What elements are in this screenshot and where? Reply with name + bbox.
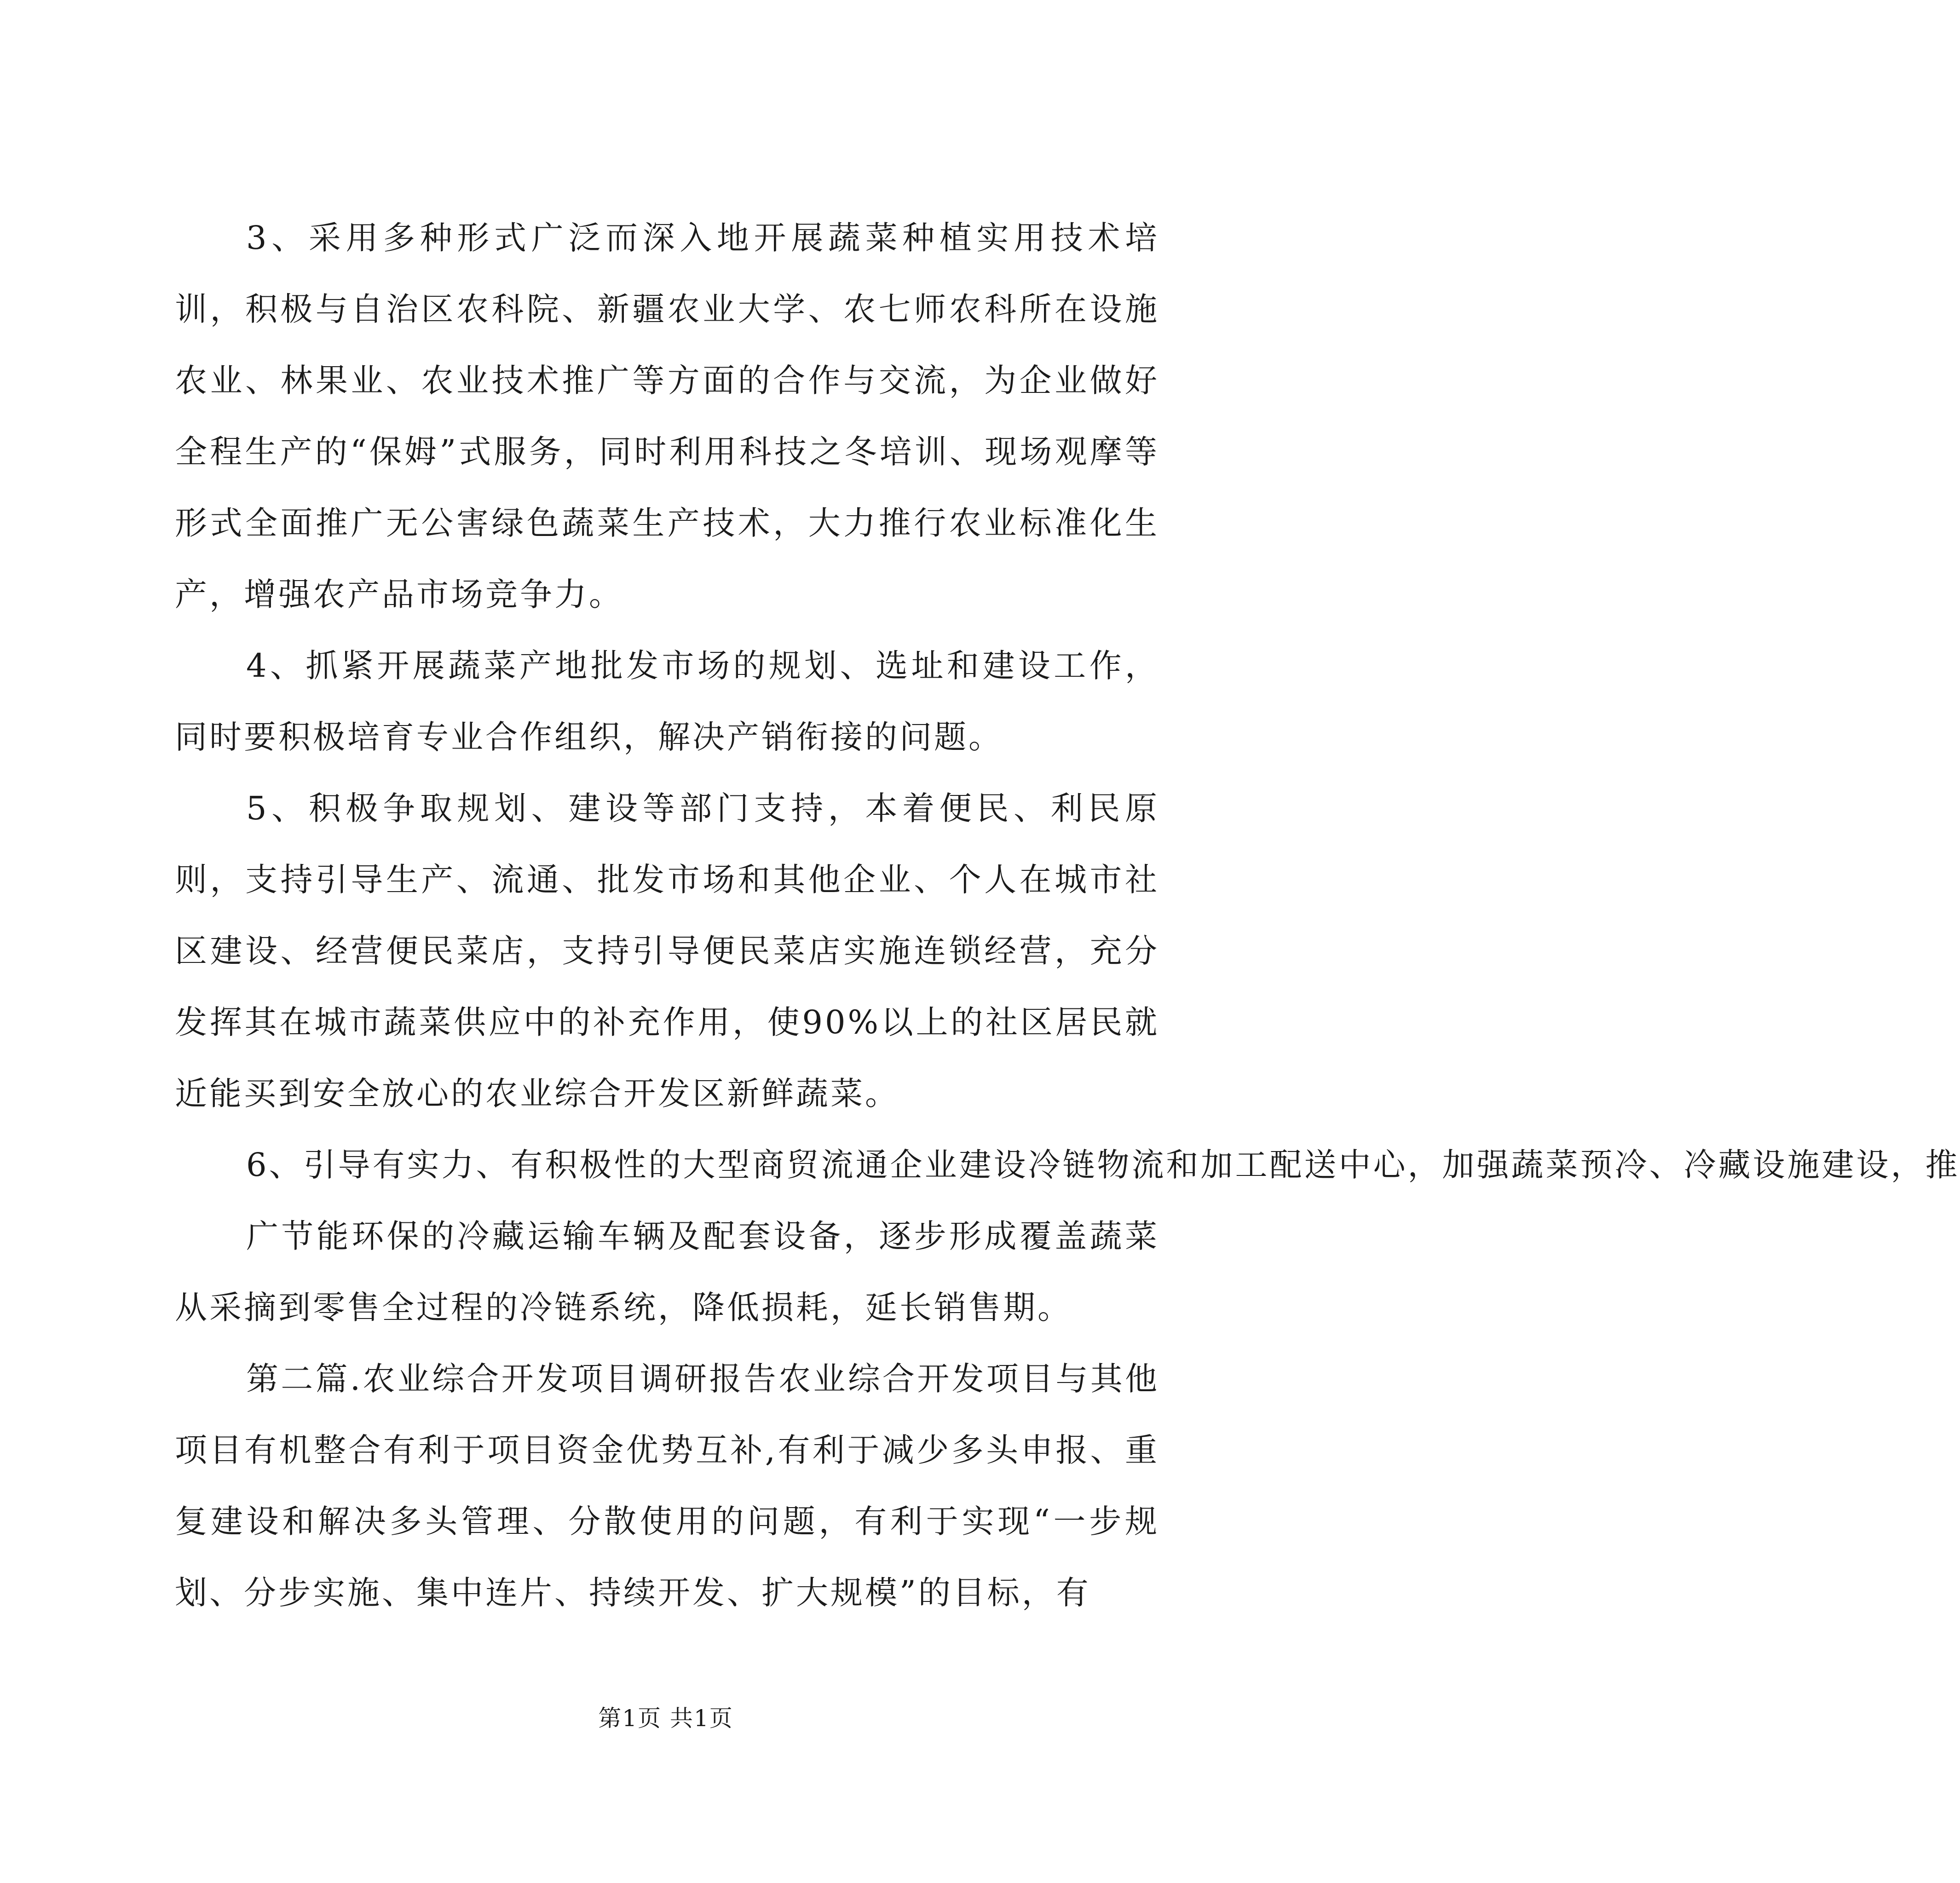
paragraph-3: 3、采用多种形式广泛而深入地开展蔬菜种植实用技术培训，积极与自治区农科院、新疆农业大学、农七师农科所在设施农业、林果业、农业技术推广等方面的合作与交流，为企业做好全程生产的“保姆”式服务，同时利用科技之冬培训、现场观摩等形式全面推广无公害绿色蔬菜生产技术，大力推行农业标准化生产，增强农产品市场竞争力。 xyxy=(175,219,1159,613)
paragraph-5: 5、积极争取规划、建设等部门支持，本着便民、利民原则，支持引导生产、流通、批发市场和其他企业、个人在城市社区建设、经营便民菜店，支持引导便民菜店实施连锁经营，充分发挥其在城市蔬菜供应中的补充作用，使90%以上的社区居民就近能买到安全放心的农业综合开发区新鲜蔬菜。 xyxy=(175,789,1159,1112)
paragraph-6-part-1: 6、引导有实力、有积极性的大型商贸流通企业建设冷链物流和加工配送中心，加强蔬菜预冷、冷藏设施建设，推 xyxy=(246,1146,1960,1184)
page-footer: 第1页 共1页 xyxy=(598,1705,733,1732)
paragraph-6-part-2: 广节能环保的冷藏运输车辆及配套设备，逐步形成覆盖蔬菜从采摘到零售全过程的冷链系统，降低损耗，延长销售期。 xyxy=(175,1217,1159,1326)
paragraph-part-two: 第二篇.农业综合开发项目调研报告农业综合开发项目与其他项目有机整合有利于项目资金优势互补,有利于减少多头申报、重复建设和解决多头管理、分散使用的问题，有利于实现“一步规划、分步实施、集中连片、持续开发、扩大规模”的目标，有 xyxy=(175,1360,1159,1612)
document-body xyxy=(175,202,1960,1629)
paragraph-4: 4、抓紧开展蔬菜产地批发市场的规划、选址和建设工作，同时要积极培育专业合作组织，解决产销衔接的问题。 xyxy=(175,647,1159,756)
